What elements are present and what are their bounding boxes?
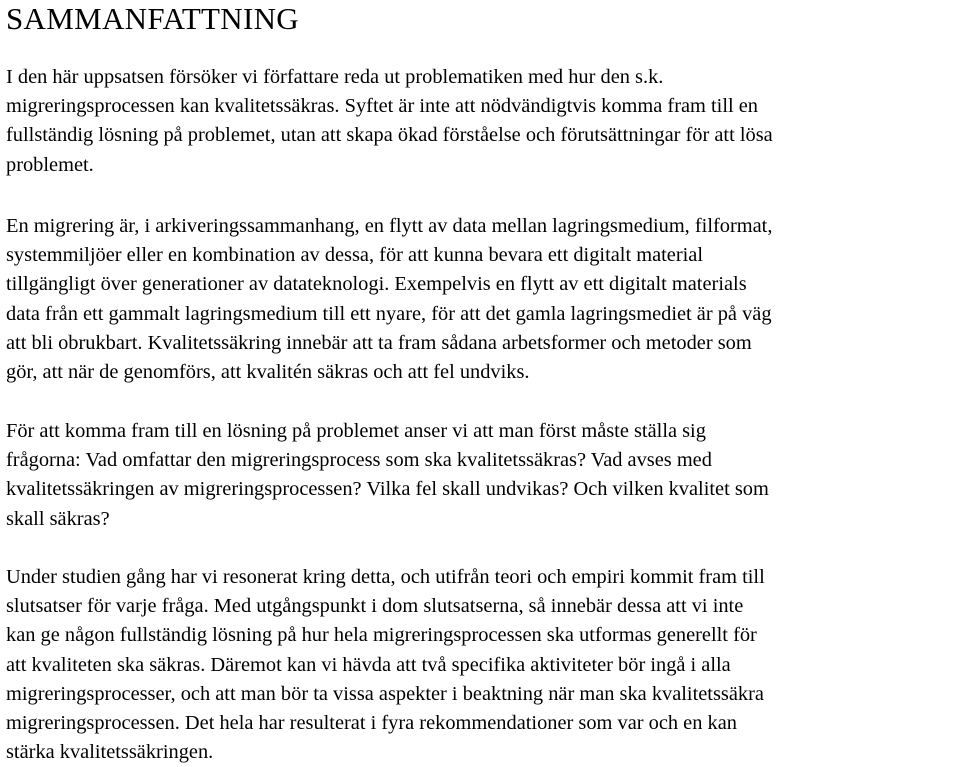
paragraph-intro bbox=[6, 63, 956, 180]
paragraph-line: migreringsprocessen. Det hela har resulterat i fyra rekommendationer som var och en kan bbox=[6, 712, 737, 735]
paragraph-line: att kvaliteten ska säkras. Däremot kan vi hävda att två specifika aktiviteter bör ingå i alla bbox=[6, 653, 731, 676]
paragraph-line: I den här uppsatsen försöker vi författare reda ut problematiken med hur den s.k. bbox=[6, 66, 664, 88]
paragraph-line: problemet. bbox=[6, 153, 94, 176]
paragraph-line: frågorna: Vad omfattar den migreringsprocess som ska kvalitetssäkras? Vad avses med bbox=[6, 449, 712, 472]
paragraph-line: systemmiljöer eller en kombination av dessa, för att kunna bevara ett digitalt material bbox=[6, 244, 704, 267]
paragraph-conclusions bbox=[6, 563, 956, 767]
section-heading: SAMMANFATTNING bbox=[6, 1, 299, 36]
paragraph-line: stärka kvalitetssäkringen. bbox=[6, 741, 214, 764]
paragraph-line: En migrering är, i arkiveringssammanhang, en flytt av data mellan lagringsmedium, filformat, bbox=[6, 215, 773, 237]
document-page bbox=[6, 0, 956, 764]
paragraph-line: gör, att när de genomförs, att kvalitén säkras och att fel undviks. bbox=[6, 361, 530, 384]
paragraph-line: fullständig lösning på problemet, utan att skapa ökad förståelse och förutsättningar för att lösa bbox=[6, 124, 773, 147]
paragraph-line: slutsatser för varje fråga. Med utgångspunkt i dom slutsatserna, så innebär dessa att vi inte bbox=[6, 595, 744, 618]
paragraph-line: För att komma fram till en lösning på problemet anser vi att man först måste ställa sig bbox=[6, 420, 706, 442]
paragraph-line: migreringsprocesser, och att man bör ta vissa aspekter i beaktning när man ska kvalitetssäkra bbox=[6, 682, 764, 705]
paragraph-line: kvalitetssäkringen av migreringsprocessen? Vilka fel skall undvikas? Och vilken kvalitet som bbox=[6, 478, 769, 501]
paragraph-line: Under studien gång har vi resonerat kring detta, och utifrån teori och empiri kommit fram till bbox=[6, 566, 765, 588]
paragraph-line: data från ett gammalt lagringsmedium till ett nyare, för att det gamla lagringsmediet är på väg bbox=[6, 302, 772, 325]
paragraph-line: kan ge någon fullständig lösning på hur hela migreringsprocessen ska utformas generellt för bbox=[6, 624, 757, 647]
paragraph-line: tillgängligt över generationer av datateknologi. Exempelvis en flytt av ett digitalt materials bbox=[6, 273, 747, 296]
paragraph-definition bbox=[6, 212, 956, 387]
paragraph-line: migreringsprocessen kan kvalitetssäkras. Syftet är inte att nödvändigtvis komma fram till en bbox=[6, 95, 759, 118]
paragraph-line: att bli obrukbart. Kvalitetssäkring innebär att ta fram sådana arbetsformer och metoder som bbox=[6, 331, 752, 354]
paragraph-questions bbox=[6, 417, 956, 534]
paragraph-line: skall säkras? bbox=[6, 507, 110, 530]
